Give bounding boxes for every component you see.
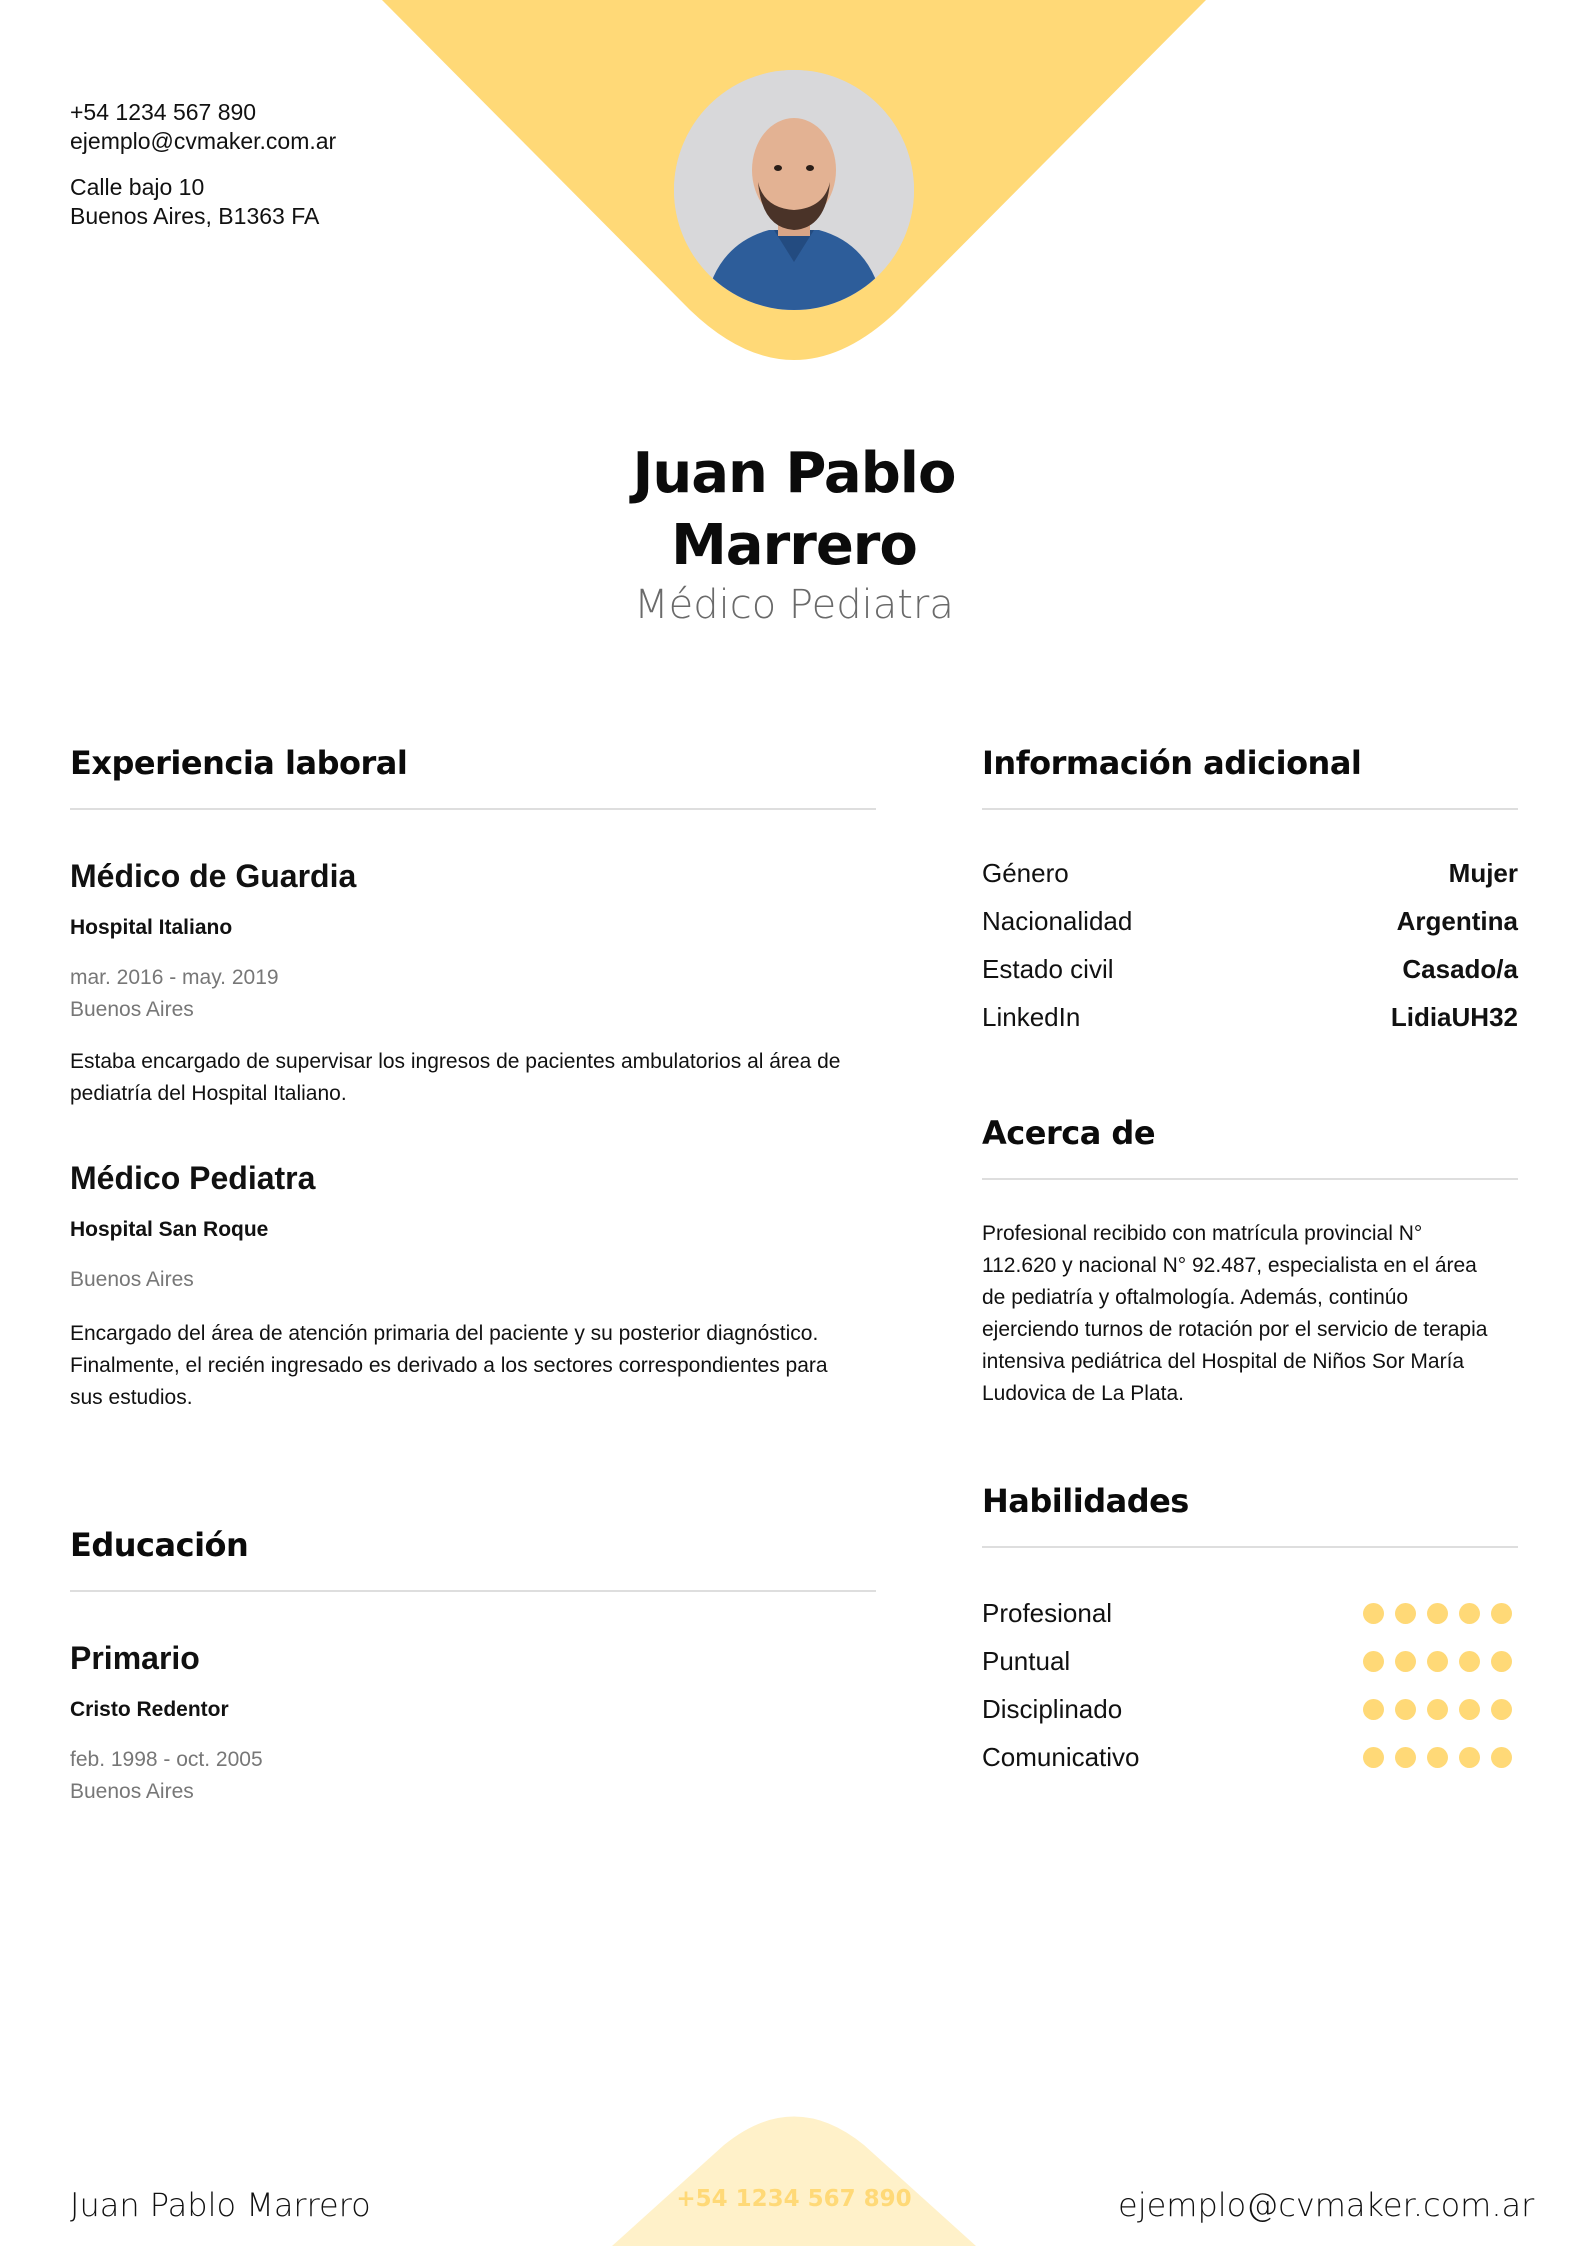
about-divider: [982, 1178, 1518, 1180]
skill-dot: [1363, 1747, 1384, 1768]
job-organization: Hospital San Roque: [70, 1218, 269, 1241]
skill-dot: [1491, 1699, 1512, 1720]
job-organization: Hospital Italiano: [70, 916, 233, 939]
skill-dot: [1427, 1699, 1448, 1720]
info-divider: [982, 808, 1518, 810]
info-label: Género: [982, 857, 1069, 888]
skill-dot: [1363, 1699, 1384, 1720]
skill-row: [982, 1737, 1518, 1777]
name-line2: Marrero: [671, 513, 917, 578]
skill-name: Puntual: [982, 1645, 1071, 1676]
education-title: Primario: [70, 1640, 200, 1676]
skill-name: Disciplinado: [982, 1693, 1123, 1724]
skills-divider: [982, 1546, 1518, 1548]
contact-phone: +54 1234 567 890: [70, 99, 257, 125]
footer-name: Juan Pablo Marrero: [70, 2186, 371, 2224]
job-description-line: sus estudios.: [70, 1386, 193, 1409]
job-title: Médico Pediatra: [70, 1160, 316, 1196]
contact-address-line2: Buenos Aires, B1363 FA: [70, 203, 320, 229]
job-description-line: Estaba encargado de supervisar los ingresos de pacientes ambulatorios al área de: [70, 1050, 841, 1073]
job-description-line: pediatría del Hospital Italiano.: [70, 1082, 347, 1105]
skill-row: [982, 1689, 1518, 1729]
education-heading: Educación: [70, 1526, 249, 1564]
about-line: Profesional recibido con matrícula provincial N°: [982, 1222, 1423, 1245]
name-line1: Juan Pablo: [632, 441, 956, 506]
skill-dot: [1427, 1603, 1448, 1624]
info-row: [982, 997, 1518, 1037]
skill-rating: [1363, 1699, 1518, 1720]
info-label: Nacionalidad: [982, 905, 1133, 936]
education-dates: feb. 1998 - oct. 2005: [70, 1748, 263, 1771]
skill-dot: [1395, 1651, 1416, 1672]
skill-rating: [1363, 1603, 1518, 1624]
info-label: LinkedIn: [982, 1001, 1081, 1032]
info-label: Estado civil: [982, 953, 1114, 984]
footer-email: ejemplo@cvmaker.com.ar: [1118, 2186, 1535, 2224]
about-line: 112.620 y nacional N° 92.487, especialista en el área: [982, 1254, 1477, 1277]
info-row: [982, 853, 1518, 893]
skill-dot: [1395, 1699, 1416, 1720]
contact-email: ejemplo@cvmaker.com.ar: [70, 128, 337, 154]
skill-dot: [1427, 1651, 1448, 1672]
about-line: ejerciendo turnos de rotación por el servicio de terapia: [982, 1318, 1488, 1341]
skill-dot: [1363, 1651, 1384, 1672]
info-value: Argentina: [1396, 905, 1518, 936]
skill-dot: [1459, 1747, 1480, 1768]
avatar: [674, 70, 914, 310]
bottom-yellow-trapezoid: [612, 2117, 976, 2246]
skill-dot: [1395, 1747, 1416, 1768]
info-value: LidiaUH32: [1390, 1001, 1518, 1032]
skill-dot: [1427, 1747, 1448, 1768]
about-line: de pediatría y oftalmología. Además, continúo: [982, 1286, 1409, 1309]
job-meta: [70, 962, 279, 1026]
job-description-line: Finalmente, el recién ingresado es derivado a los sectores correspondientes para: [70, 1354, 828, 1377]
contact-block: [70, 98, 336, 231]
about-line: intensiva pediátrica del Hospital de Niños Sor María: [982, 1350, 1465, 1373]
page-title: [494, 438, 1094, 582]
footer-phone: +54 1234 567 890: [676, 2186, 912, 2212]
experience-divider: [70, 808, 876, 810]
info-heading: Información adicional: [982, 744, 1362, 782]
education-divider: [70, 1590, 876, 1592]
profile-photo: [674, 70, 914, 310]
education-meta: [70, 1744, 263, 1808]
experience-heading: Experiencia laboral: [70, 744, 408, 782]
info-row: [982, 901, 1518, 941]
skill-name: Comunicativo: [982, 1741, 1140, 1772]
job-description: [70, 1318, 876, 1414]
skill-name: Profesional: [982, 1597, 1113, 1628]
about-line: Ludovica de La Plata.: [982, 1382, 1184, 1405]
skill-dot: [1491, 1651, 1512, 1672]
skill-dot: [1459, 1699, 1480, 1720]
job-description-line: Encargado del área de atención primaria del paciente y su posterior diagnóstico.: [70, 1322, 819, 1345]
job-dates: mar. 2016 - may. 2019: [70, 966, 279, 989]
skills-heading: Habilidades: [982, 1482, 1189, 1520]
about-text: [982, 1218, 1518, 1410]
job-description: [70, 1046, 876, 1110]
skill-dot: [1491, 1603, 1512, 1624]
skill-row: [982, 1593, 1518, 1633]
job-location: Buenos Aires: [70, 998, 194, 1021]
skill-rating: [1363, 1651, 1518, 1672]
info-value: Mujer: [1448, 857, 1518, 888]
skill-dot: [1459, 1651, 1480, 1672]
skill-row: [982, 1641, 1518, 1681]
skill-dot: [1459, 1603, 1480, 1624]
skill-dot: [1491, 1747, 1512, 1768]
info-row: [982, 949, 1518, 989]
education-organization: Cristo Redentor: [70, 1698, 229, 1721]
contact-address-line1: Calle bajo 10: [70, 174, 205, 200]
about-heading: Acerca de: [982, 1114, 1156, 1152]
skill-rating: [1363, 1747, 1518, 1768]
job-title: Médico de Guardia: [70, 858, 357, 894]
skill-dot: [1363, 1603, 1384, 1624]
education-location: Buenos Aires: [70, 1780, 194, 1803]
job-role: Médico Pediatra: [634, 582, 954, 628]
info-value: Casado/a: [1402, 953, 1518, 984]
skill-dot: [1395, 1603, 1416, 1624]
job-location: Buenos Aires: [70, 1268, 194, 1291]
